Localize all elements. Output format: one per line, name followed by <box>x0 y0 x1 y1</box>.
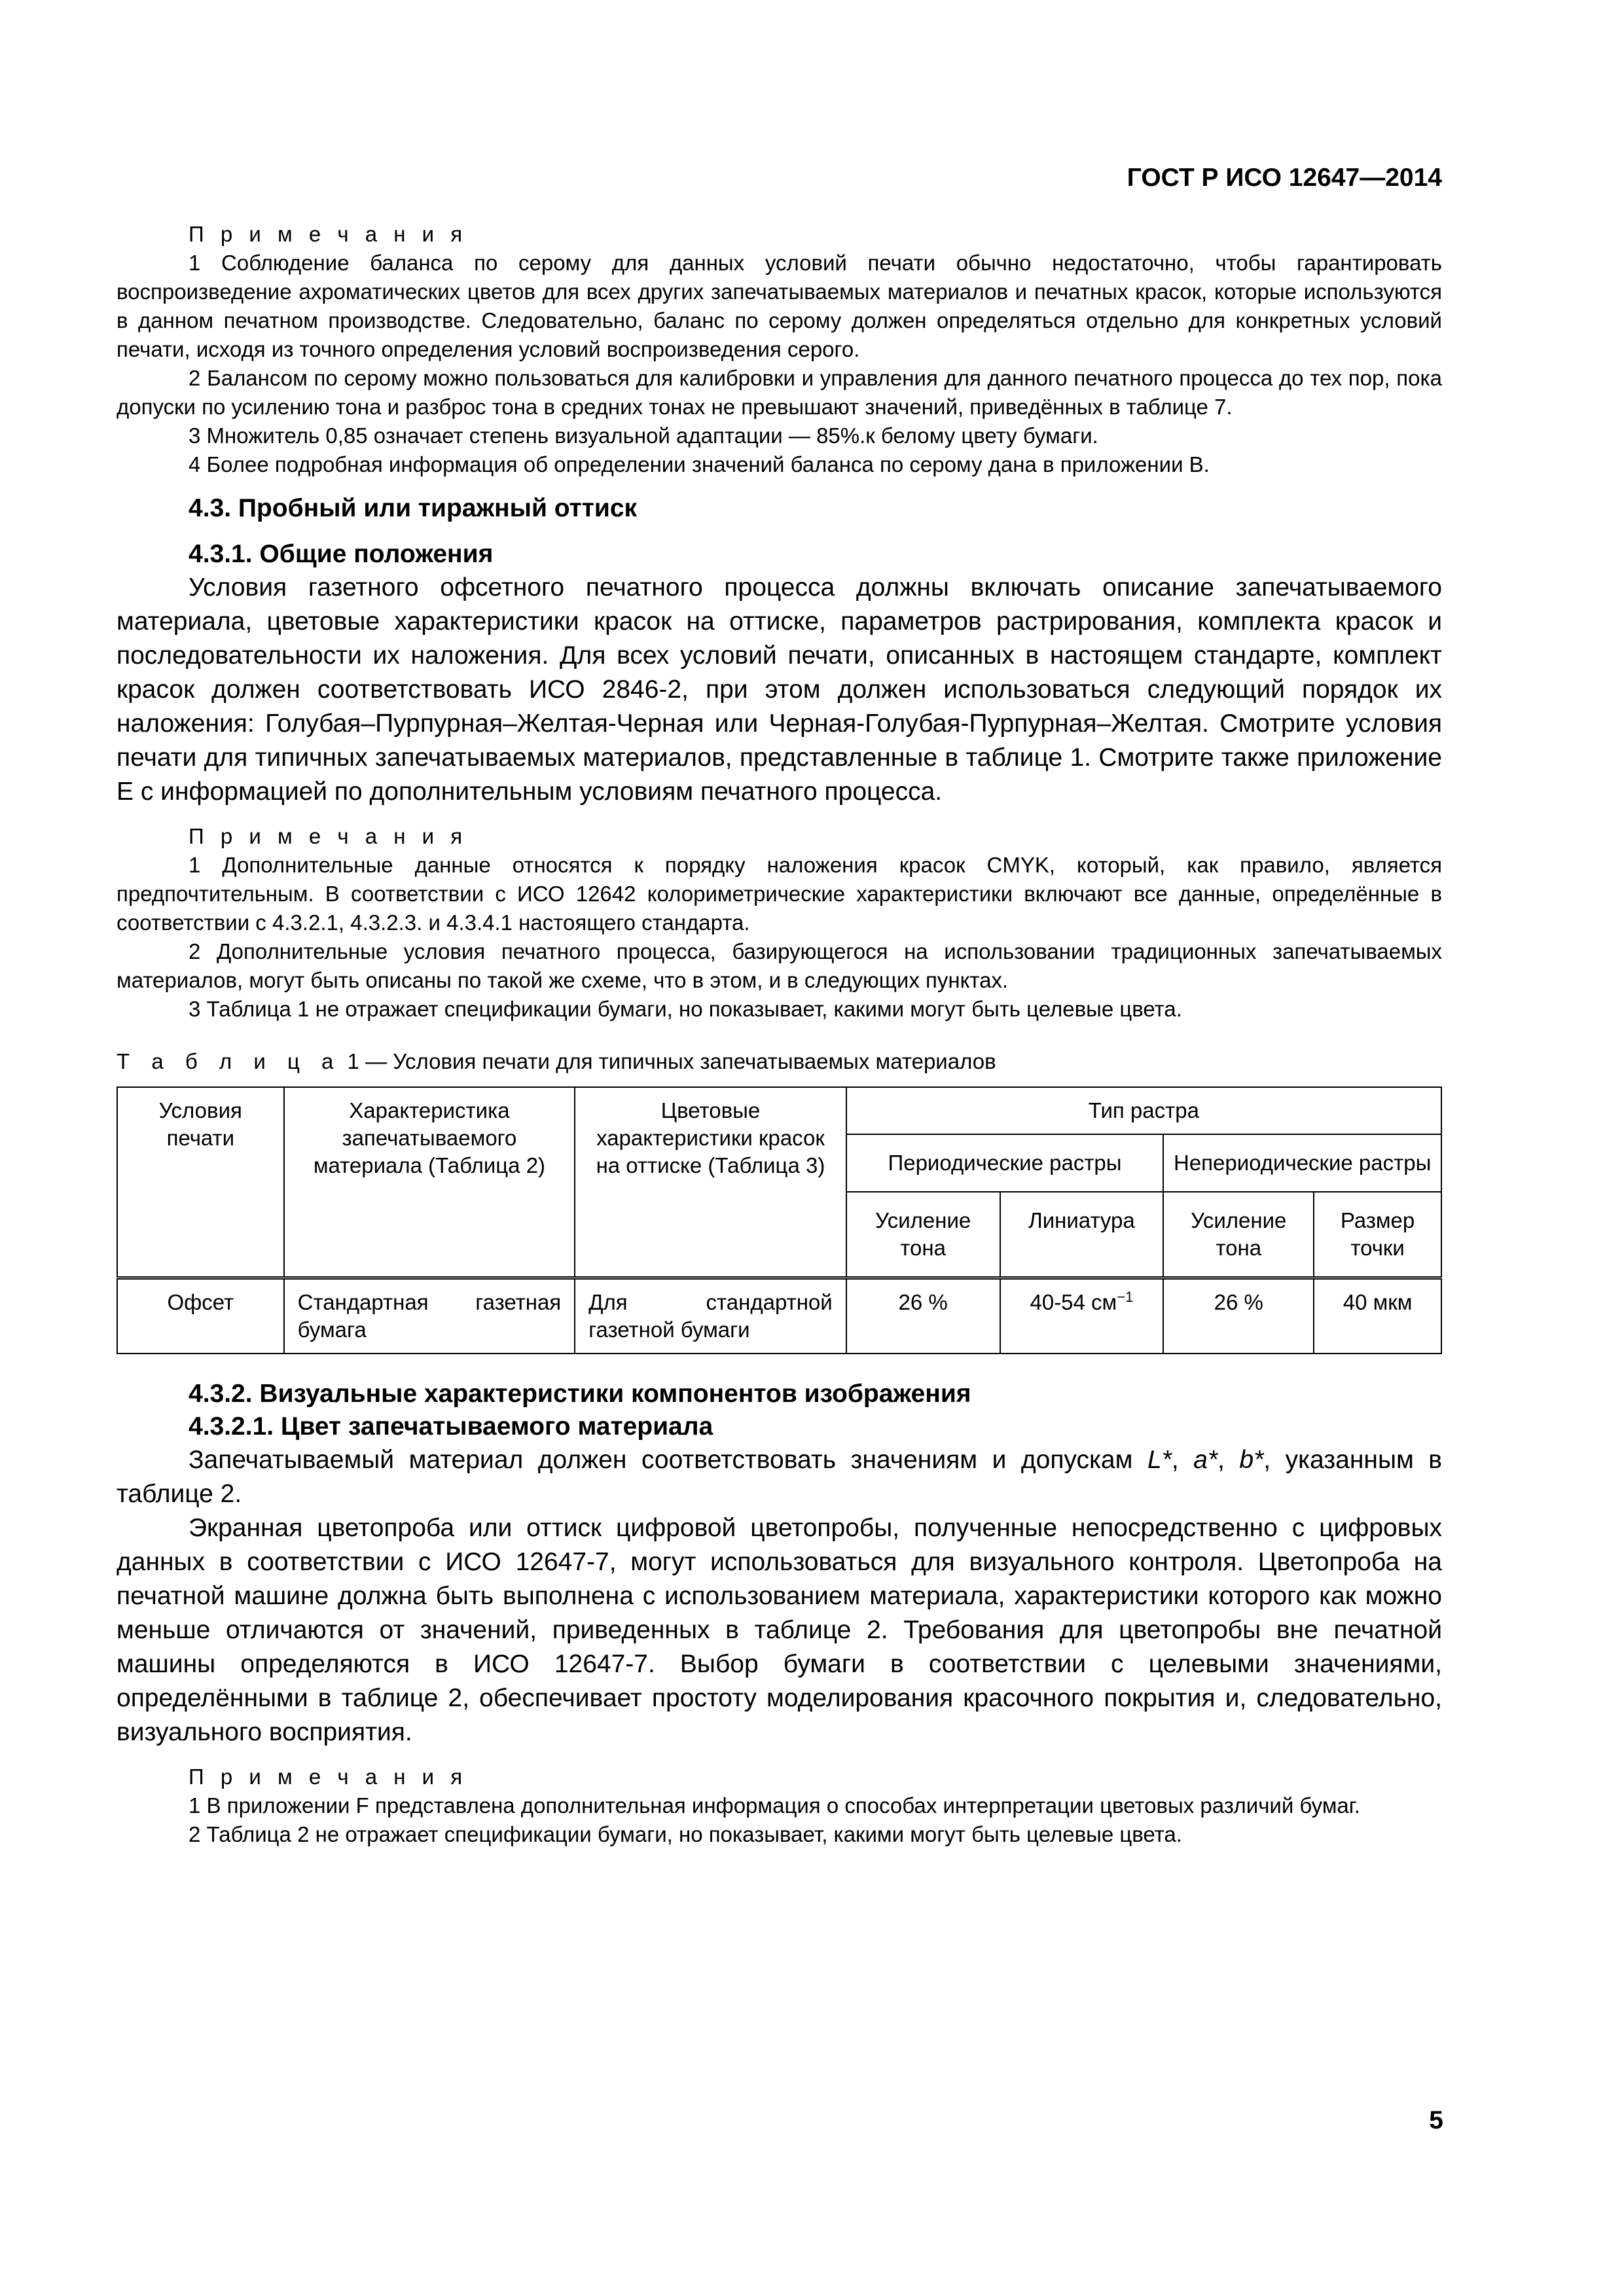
cell-tvi-periodic: 26 % <box>846 1278 1000 1354</box>
header-material: Характеристика запечатываемого материала (Таблица 2) <box>284 1087 575 1278</box>
note-item: 1 Дополнительные данные относятся к порядку наложения красок CMYK, который, как правило, является предпочтительным. В соответствии с ИСО 12642 колориметрические характеристики включают все данные, определённые в соответствии с 4.3.2.1, 4.3.2.3. и 4.3.4.1 настоящего стандарта. <box>117 853 1442 935</box>
header-screen-type: Тип растра <box>846 1087 1441 1134</box>
page-number: 5 <box>1429 2106 1443 2134</box>
notes-title: П р и м е ч а н и я <box>189 222 468 246</box>
table-caption <box>117 1047 1442 1076</box>
note-item: 2 Дополнительные условия печатного процесса, базирующегося на использовании традиционных запечатываемых материалов, могут быть описаны по такой же схеме, что в этом, и в следующих пунктах. <box>117 939 1442 992</box>
header-dot-size: Размер точки <box>1314 1192 1441 1278</box>
cell-tvi-nonperiodic: 26 % <box>1163 1278 1314 1354</box>
cell-ink: Для стандартной газетной бумаги <box>575 1278 846 1354</box>
header-tvi-nonperiodic: Усиление тона <box>1163 1192 1314 1278</box>
header-tvi-periodic: Усиление тона <box>846 1192 1000 1278</box>
note-item: 1 Соблюдение баланса по серому для данных условий печати обычно недостаточно, чтобы гарантировать воспроизведение ахроматических цветов для всех других запечатываемых материалов и печатных красок, которые используются в данном печатном производстве. Следовательно, баланс по серому должен определяться отдельно для конкретных условий печати, исходя из точного определения условий воспроизведения серого. <box>117 251 1442 361</box>
note-item: 1 В приложении F представлена дополнительная информация о способах интерпретации цветовых различий бумаг. <box>189 1793 1360 1818</box>
lineature-exponent: −1 <box>1117 1289 1134 1305</box>
notes-block-2 <box>117 822 1442 1024</box>
note-item: 3 Множитель 0,85 означает степень визуальной адаптации — 85%.к белому цвету бумаги. <box>189 423 1098 448</box>
symbol-L: L* <box>1147 1446 1172 1474</box>
table-caption-label: Т а б л и ц а <box>117 1049 342 1073</box>
notes-block-1 <box>117 220 1442 479</box>
section-heading-4-3-1: 4.3.1. Общие положения <box>189 540 494 568</box>
text-run: , <box>1218 1446 1240 1474</box>
document-code: ГОСТ Р ИСО 12647—2014 <box>1127 164 1442 192</box>
symbol-a: a* <box>1193 1446 1218 1474</box>
notes-title: П р и м е ч а н и я <box>189 1765 468 1789</box>
cell-lineature <box>1000 1278 1164 1354</box>
document-page <box>117 164 1442 1849</box>
section-heading-4-3: 4.3. Пробный или тиражный оттиск <box>189 494 638 522</box>
symbol-b: b* <box>1239 1446 1264 1474</box>
body-paragraph: Условия газетного офсетного печатного процесса должны включать описание запечатываемого материала, цветовые характеристики красок на оттиске, параметров растрирования, комплекта красок и последовательности их наложения. Для всех условий печати, описанных в настоящем стандарте, комплект красок должен соответствовать ИСО 2846-2, при этом должен использоваться следующий порядок их наложения: Голубая–Пурпурная–Желтая-Черная или Черная-Голубая-Пурпурная–Желтая. Смотрите условия печати для типичных запечатываемых материалов, представленные в таблице 1. Смотрите также приложение Е с информацией по дополнительным условиям печатного процесса. <box>117 573 1442 806</box>
header-print-conditions: Условия печати <box>117 1087 284 1278</box>
table-row <box>117 1278 1441 1354</box>
cell-material: Стандартная газетная бумага <box>284 1278 575 1354</box>
note-item: 2 Балансом по серому можно пользоваться для калибровки и управления для данного печатного процесса до тех пор, пока допуски по усилению тона и разброс тона в средних тонах не превышают значений, приведённых в таблице 7. <box>117 366 1442 419</box>
cell-dot-size: 40 мкм <box>1314 1278 1441 1354</box>
table-caption-text: 1 — Условия печати для типичных запечатываемых материалов <box>341 1049 996 1073</box>
printing-conditions-table <box>117 1086 1442 1354</box>
cell-condition: Офсет <box>117 1278 284 1354</box>
text-run: Запечатываемый материал должен соответствовать значениям и допускам <box>189 1446 1147 1474</box>
section-heading-4-3-2: 4.3.2. Визуальные характеристики компонентов изображения <box>189 1380 971 1408</box>
notes-title: П р и м е ч а н и я <box>189 824 468 848</box>
section-heading-4-3-2-1: 4.3.2.1. Цвет запечатываемого материала <box>189 1412 713 1441</box>
header-periodic: Периодические растры <box>846 1134 1164 1192</box>
body-paragraph <box>117 1443 1442 1511</box>
note-item: 4 Более подробная информация об определении значений баланса по серому дана в приложении В. <box>189 452 1210 476</box>
header-ink: Цветовые характеристики красок на оттиске (Таблица 3) <box>575 1087 846 1278</box>
notes-block-3 <box>117 1763 1442 1849</box>
text-run: , <box>1171 1446 1194 1474</box>
text-run: , указанным в таблице 2. <box>117 1446 1443 1508</box>
lineature-value: 40-54 см <box>1030 1290 1117 1314</box>
body-paragraph: Экранная цветопроба или оттиск цифровой цветопробы, полученные непосредственно с цифровых данных в соответствии с ИСО 12647-7, могут использоваться для визуального контроля. Цветопроба на печатной машине должна быть выполнена с использованием материала, характеристики которого как можно меньше отличаются от значений, приведенных в таблице 2. Требования для цветопробы вне печатной машины определяются в ИСО 12647-7. Выбор бумаги в соответствии с целевыми значениями, определёнными в таблице 2, обеспечивает простоту моделирования красочного покрытия и, следовательно, визуального восприятия. <box>117 1514 1442 1746</box>
header-lineature: Линиатура <box>1000 1192 1164 1278</box>
note-item: 3 Таблица 1 не отражает спецификации бумаги, но показывает, какими могут быть целевые цвета. <box>189 997 1182 1021</box>
note-item: 2 Таблица 2 не отражает спецификации бумаги, но показывает, какими могут быть целевые цвета. <box>189 1822 1182 1846</box>
header-nonperiodic: Непериодические растры <box>1163 1134 1441 1192</box>
